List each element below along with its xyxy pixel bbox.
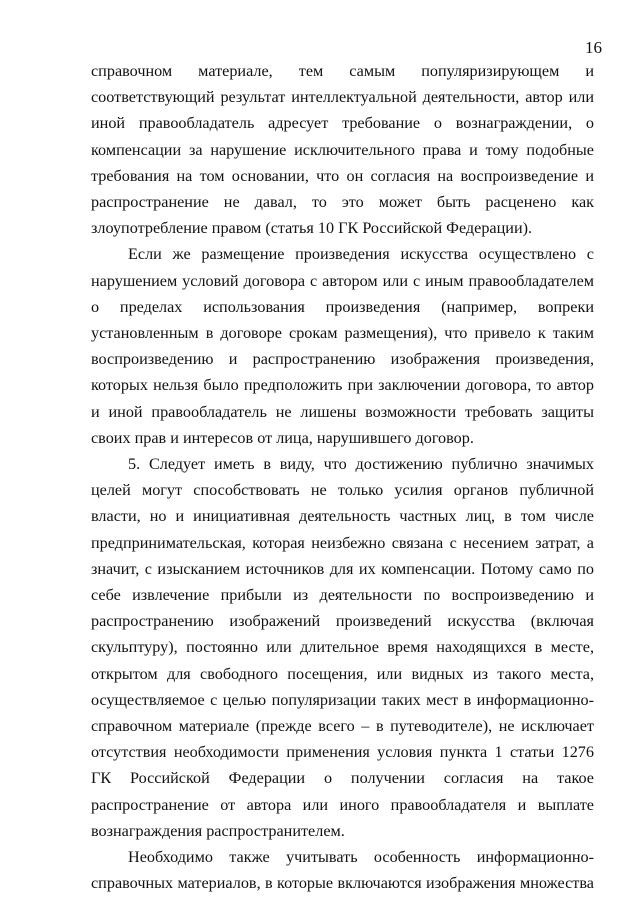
paragraph-contract-violation: Если же размещение произведения искусства осуществлено с нарушением условий договора с автором или с иным правообладателем о пределах использования произведения (например, вопреки установленным в договоре срокам размещения), что привело к таким воспроизведению и распространению изображения произведения, которых нельзя было предположить при заключении договора, то автор и иной правообладатель не лишены возможности требовать защиты своих прав и интересов от лица, нарушившего договор. — [91, 245, 594, 447]
document-body — [91, 58, 594, 897]
page-number: 16 — [585, 38, 602, 57]
paragraph-continued: справочном материале, тем самым популяризирующем и соответствующий результат интеллектуальной деятельности, автор или иной правообладатель адресует требование о вознаграждении, о компенсации за нарушение исключительного права и тому подобные требования на том основании, что он согласия на воспроизведение и распространение не давал, то это может быть расценено как злоупотребление правом (статья 10 ГК Российской Федерации). — [91, 62, 594, 238]
paragraph-point-5: 5. Следует иметь в виду, что достижению публично значимых целей могут способствовать не только усилия органов публичной власти, но и инициативная деятельность частных лиц, в том числе предпринимательская, которая неизбежно связана с несением затрат, а значит, с изысканием источников для их компенсации. Потому само по себе извлечение прибыли из деятельности по воспроизведению и распространению изображений произведений искусства (включая скульптуру), постоянно или длительное время находящихся в месте, открытом для свободного посещения, или видных из такого места, осуществляемое с целью популяризации таких мест в информационно-справочном материале (прежде всего – в путеводителе), не исключает отсутствия необходимости применения условия пункта 1 статьи 1276 ГК Российской Федерации о получении согласия на такое распространение от автора или иного правообладателя и выплате вознаграждения распространителем. — [91, 455, 594, 840]
paragraph-reference-materials: Необходимо также учитывать особенность информационно-справочных материалов, в которые включаются изображения множества — [91, 848, 594, 893]
